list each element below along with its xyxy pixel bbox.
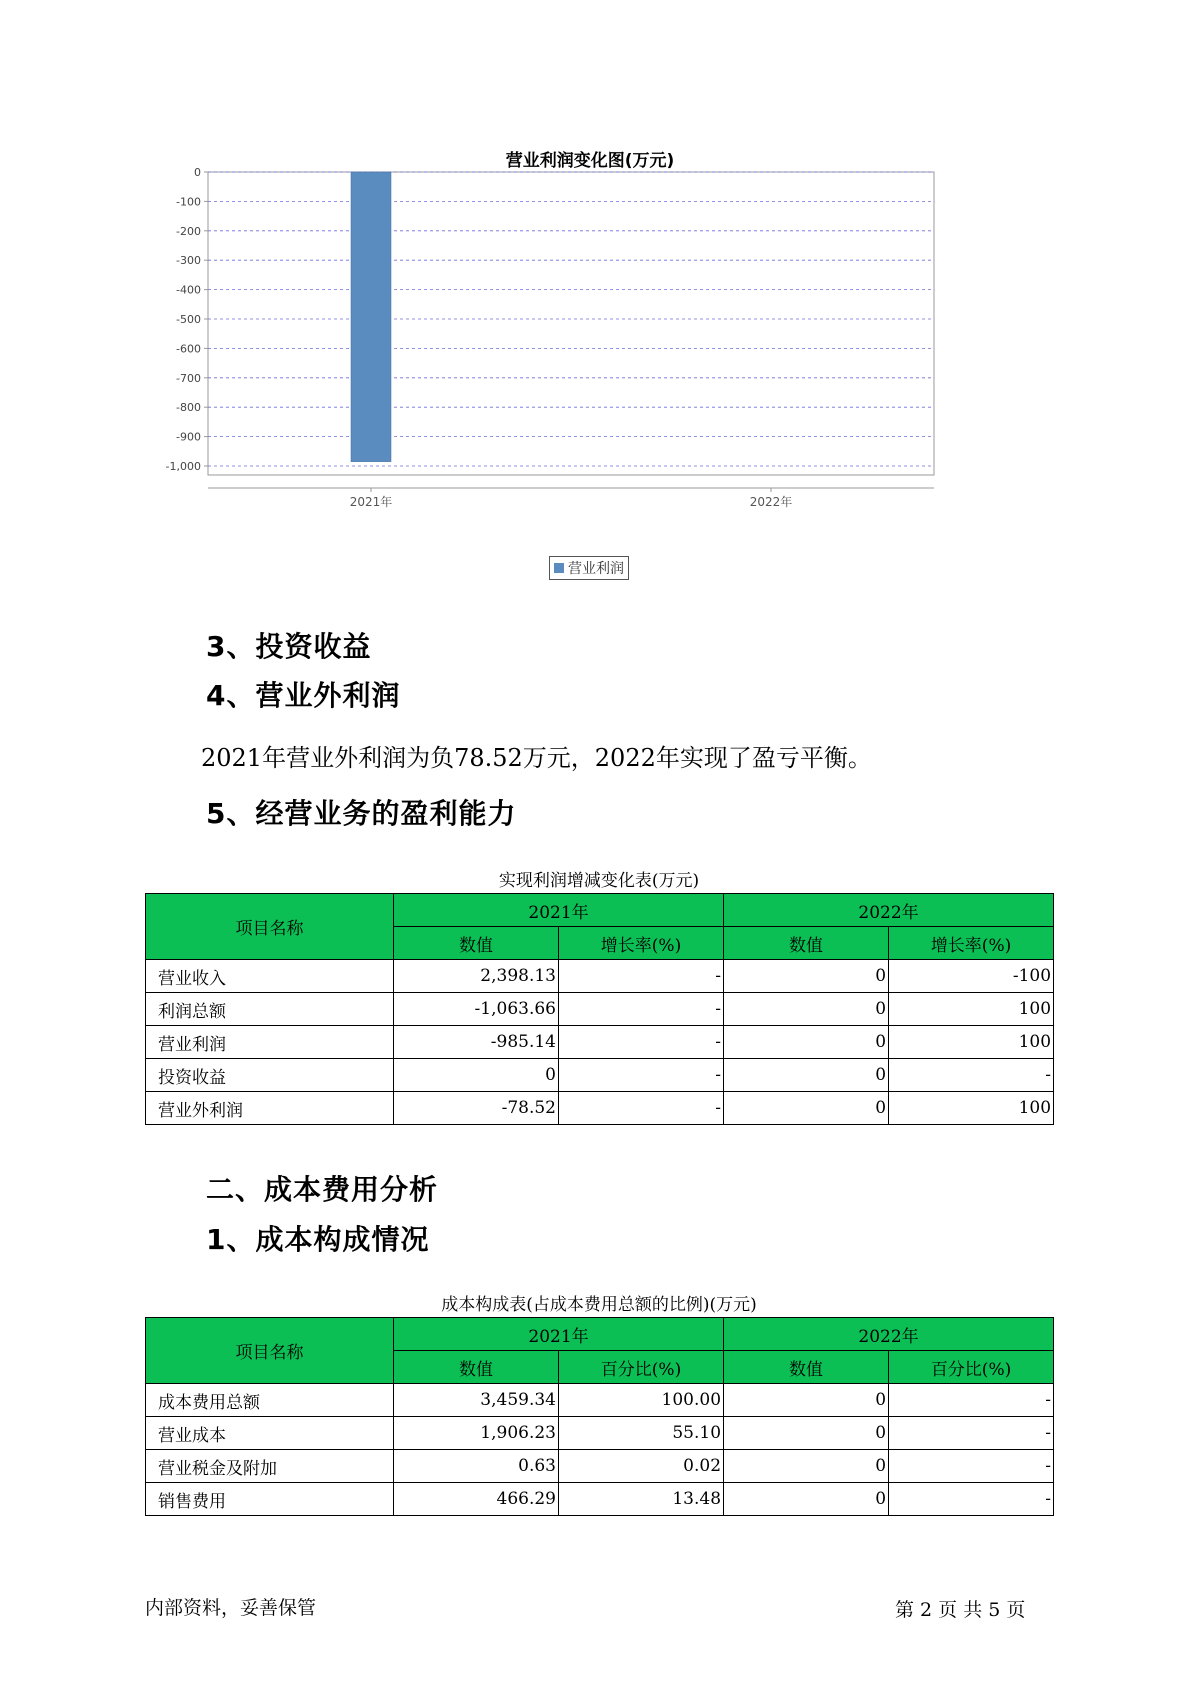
table-row — [146, 960, 1054, 993]
y-tick-label: -200 — [176, 224, 201, 238]
growth-2022: 100 — [889, 993, 1054, 1026]
table-row — [146, 1417, 1054, 1450]
y-tick-label: -300 — [176, 254, 201, 268]
table2-caption: 成本构成表(占成本费用总额的比例)(万元) — [441, 1295, 757, 1315]
table-row — [146, 1059, 1054, 1092]
y-tick-label: -700 — [176, 371, 201, 385]
y-tick-label: -600 — [176, 342, 201, 356]
row-name: 营业成本 — [146, 1417, 394, 1450]
percent-2022: - — [889, 1483, 1054, 1516]
value-2022: 0 — [724, 993, 889, 1026]
growth-2022: -100 — [889, 960, 1054, 993]
chart-title: 营业利润变化图(万元) — [505, 151, 675, 171]
legend-label: 营业利润 — [568, 561, 624, 577]
heading-cost-analysis: 二、成本费用分析 — [206, 1173, 439, 1206]
percent-2021: 13.48 — [559, 1483, 724, 1516]
y-tick-label: 0 — [194, 166, 201, 179]
row-name: 销售费用 — [146, 1483, 394, 1516]
header-percent-2022: 百分比(%) — [889, 1351, 1054, 1384]
growth-2022: 100 — [889, 1092, 1054, 1125]
table-row — [146, 1026, 1054, 1059]
row-name: 成本费用总额 — [146, 1384, 394, 1417]
value-2021: 0.63 — [394, 1450, 559, 1483]
plot-frame — [208, 172, 934, 475]
y-tick-label: -1,000 — [165, 460, 201, 473]
header-value-2022: 数值 — [724, 927, 889, 960]
value-2021: 1,906.23 — [394, 1417, 559, 1450]
growth-2021: - — [559, 960, 724, 993]
table-row — [146, 1450, 1054, 1483]
growth-2021: - — [559, 1059, 724, 1092]
cost-structure-table — [145, 1317, 1054, 1516]
footer-page-number: 第 2 页 共 5 页 — [895, 1599, 1026, 1621]
value-2022: 0 — [724, 1450, 889, 1483]
footer-confidential: 内部资料，妥善保管 — [145, 1597, 317, 1619]
profit-chart — [150, 130, 1030, 600]
table-row — [146, 1483, 1054, 1516]
header-item-name: 项目名称 — [146, 894, 394, 960]
value-2021: -78.52 — [394, 1092, 559, 1125]
row-name: 营业收入 — [146, 960, 394, 993]
header-year-2021: 2021年 — [394, 1318, 724, 1351]
growth-2022: - — [889, 1059, 1054, 1092]
profit-chart-container — [150, 130, 1030, 600]
header-year-2021: 2021年 — [394, 894, 724, 927]
header-item-name: 项目名称 — [146, 1318, 394, 1384]
header-year-2022: 2022年 — [724, 894, 1054, 927]
heading-profitability: 5、经营业务的盈利能力 — [206, 797, 517, 830]
percent-2022: - — [889, 1384, 1054, 1417]
row-name: 利润总额 — [146, 993, 394, 1026]
value-2021: -985.14 — [394, 1026, 559, 1059]
table-row — [146, 1384, 1054, 1417]
table1-caption: 实现利润增减变化表(万元) — [498, 871, 700, 891]
legend-swatch — [554, 563, 564, 573]
value-2022: 0 — [724, 1384, 889, 1417]
growth-2021: - — [559, 1026, 724, 1059]
table-row — [146, 993, 1054, 1026]
row-name: 营业税金及附加 — [146, 1450, 394, 1483]
percent-2021: 100.00 — [559, 1384, 724, 1417]
value-2022: 0 — [724, 1026, 889, 1059]
paragraph-non-operating-profit: 2021年营业外利润为负78.52万元，2022年实现了盈亏平衡。 — [201, 744, 872, 772]
value-2022: 0 — [724, 1092, 889, 1125]
value-2021: -1,063.66 — [394, 993, 559, 1026]
header-value-2021: 数值 — [394, 1351, 559, 1384]
value-2021: 2,398.13 — [394, 960, 559, 993]
growth-2021: - — [559, 993, 724, 1026]
percent-2021: 55.10 — [559, 1417, 724, 1450]
value-2021: 3,459.34 — [394, 1384, 559, 1417]
value-2022: 0 — [724, 1417, 889, 1450]
header-value-2022: 数值 — [724, 1351, 889, 1384]
value-2022: 0 — [724, 960, 889, 993]
y-tick-label: -400 — [176, 283, 201, 297]
row-name: 营业利润 — [146, 1026, 394, 1059]
row-name: 投资收益 — [146, 1059, 394, 1092]
bar — [351, 172, 391, 462]
value-2022: 0 — [724, 1059, 889, 1092]
percent-2021: 0.02 — [559, 1450, 724, 1483]
growth-2022: 100 — [889, 1026, 1054, 1059]
y-tick-label: -800 — [176, 401, 201, 415]
value-2022: 0 — [724, 1483, 889, 1516]
header-growth-2022: 增长率(%) — [889, 927, 1054, 960]
x-tick-label: 2022年 — [749, 495, 793, 509]
row-name: 营业外利润 — [146, 1092, 394, 1125]
header-year-2022: 2022年 — [724, 1318, 1054, 1351]
value-2021: 0 — [394, 1059, 559, 1092]
growth-2021: - — [559, 1092, 724, 1125]
header-percent-2021: 百分比(%) — [559, 1351, 724, 1384]
header-growth-2021: 增长率(%) — [559, 927, 724, 960]
y-tick-label: -900 — [176, 430, 201, 444]
chart-legend — [549, 556, 629, 580]
percent-2022: - — [889, 1450, 1054, 1483]
header-value-2021: 数值 — [394, 927, 559, 960]
heading-cost-structure: 1、成本构成情况 — [206, 1223, 430, 1256]
profit-change-table — [145, 893, 1054, 1125]
percent-2022: - — [889, 1417, 1054, 1450]
value-2021: 466.29 — [394, 1483, 559, 1516]
table-row — [146, 1092, 1054, 1125]
x-tick-label: 2021年 — [349, 495, 393, 509]
y-tick-label: -500 — [176, 313, 201, 326]
heading-investment-income: 3、投资收益 — [206, 630, 372, 663]
y-tick-label: -100 — [176, 195, 201, 209]
heading-non-operating-profit: 4、营业外利润 — [206, 679, 401, 712]
